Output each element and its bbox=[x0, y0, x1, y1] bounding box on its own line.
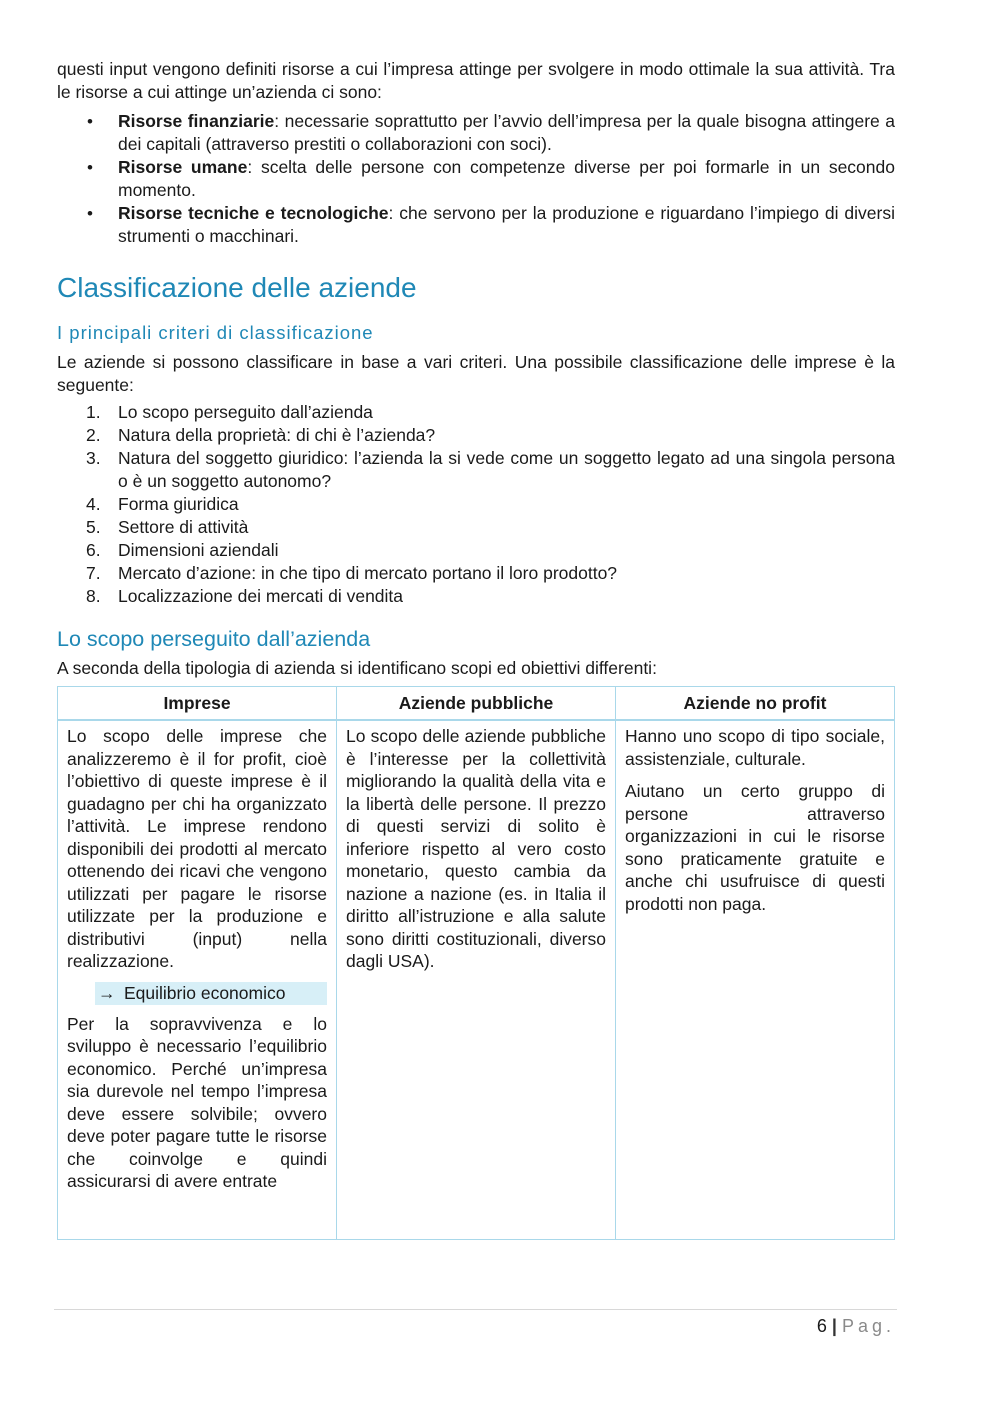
intro-paragraph: questi input vengono definiti risorse a cui l’impresa attinge per svolgere in modo ottimale la sua attività. Tra le risorse a cui attinge un’azienda ci sono: bbox=[57, 59, 895, 102]
list-number: 8. bbox=[86, 586, 101, 606]
page-footer bbox=[817, 1314, 895, 1338]
list-item bbox=[57, 516, 895, 539]
list-text: Localizzazione dei mercati di vendita bbox=[118, 586, 404, 606]
list-number: 7. bbox=[86, 563, 101, 583]
list-item bbox=[57, 539, 895, 562]
list-item bbox=[57, 562, 895, 585]
footer-separator: | bbox=[831, 1316, 837, 1336]
resource-desc: : scelta delle persone con competenze diverse per poi formarle in un secondo momento. bbox=[118, 157, 895, 200]
list-item bbox=[118, 202, 895, 248]
section-title: Classificazione delle aziende bbox=[57, 272, 417, 303]
page-label: Pag. bbox=[841, 1316, 895, 1336]
list-item bbox=[57, 447, 895, 493]
list-number: 4. bbox=[86, 494, 101, 514]
footer-divider bbox=[54, 1309, 897, 1310]
resource-term: Risorse tecniche e tecnologiche bbox=[118, 203, 389, 223]
resource-term: Risorse umane bbox=[118, 157, 248, 177]
list-item bbox=[57, 424, 895, 447]
cell-imprese bbox=[58, 720, 337, 1240]
list-text: Lo scopo perseguito dall’azienda bbox=[118, 402, 373, 422]
list-text: Mercato d’azione: in che tipo di mercato portano il loro prodotto? bbox=[118, 563, 618, 583]
resources-list bbox=[57, 110, 895, 248]
criteria-list bbox=[57, 401, 895, 608]
header-aziende-pubbliche: Aziende pubbliche bbox=[337, 687, 616, 721]
list-text: Dimensioni aziendali bbox=[118, 540, 279, 560]
noprofit-paragraph-2: Aiutano un certo gruppo di persone attraverso organizzazioni in cui le risorse sono praticamente gratuite e anche chi usufruisce di questi prodotti non paga. bbox=[625, 781, 885, 914]
header-imprese: Imprese bbox=[58, 687, 337, 721]
list-text: Natura della proprietà: di chi è l’azienda? bbox=[118, 425, 436, 445]
list-number: 3. bbox=[86, 448, 101, 468]
header-aziende-no-profit: Aziende no profit bbox=[616, 687, 895, 721]
imprese-paragraph-2: Per la sopravvivenza e lo sviluppo è necessario l’equilibrio economico. Perché un’impresa sia durevole nel tempo l’impresa deve essere solvibile; ovvero deve poter pagare tutte le risorse che coinvolge e quindi assicurarsi di avere entrate bbox=[67, 1013, 327, 1191]
list-item bbox=[57, 493, 895, 516]
list-number: 1. bbox=[86, 402, 101, 422]
arrow-right-icon: → bbox=[98, 982, 116, 1003]
pubbliche-paragraph: Lo scopo delle aziende pubbliche è l’interesse per la collettività migliorando la qualità della vita e la libertà delle persone. Il prezzo di questi servizi di solito è inferiore rispetto al vero costo monetario, questo cambia da nazione a nazione (es. in Italia il diritto all’istruzione e alla salute sono diritti costituzionali, diverso dagli USA). bbox=[346, 726, 606, 971]
list-number: 5. bbox=[86, 517, 101, 537]
list-text: Natura del soggetto giuridico: l’azienda la si vede come un soggetto legato ad una singola persona o è un soggetto autonomo? bbox=[118, 448, 895, 491]
document-page bbox=[57, 58, 895, 1240]
page-number: 6 bbox=[816, 1316, 827, 1336]
list-item bbox=[118, 110, 895, 156]
comparison-table bbox=[57, 686, 895, 1240]
list-number: 6. bbox=[86, 540, 101, 560]
resource-term: Risorse finanziarie bbox=[118, 111, 275, 131]
table-header-row bbox=[58, 687, 895, 721]
cell-aziende-pubbliche bbox=[337, 720, 616, 1240]
list-number: 2. bbox=[86, 425, 101, 445]
list-item bbox=[118, 156, 895, 202]
highlight-text: Equilibrio economico bbox=[124, 982, 286, 1003]
list-text: Settore di attività bbox=[118, 517, 249, 537]
scope-heading: Lo scopo perseguito dall’azienda bbox=[57, 627, 371, 651]
cell-aziende-no-profit bbox=[616, 720, 895, 1240]
table-row bbox=[58, 720, 895, 1240]
noprofit-paragraph: Hanno uno scopo di tipo sociale, assistenziale, culturale. bbox=[625, 726, 885, 769]
imprese-paragraph: Lo scopo delle imprese che analizzeremo è il for profit, cioè l’obiettivo di queste imprese è il guadagno per chi ha organizzato l’attività. Le imprese rendono disponibili dei prodotti al mercato ottenendo dei ricavi che vengono utilizzati per pagare le risorse utilizzate per la produzione e distributivi (input) nella realizzazione. bbox=[67, 726, 327, 971]
resource-desc: : necessarie soprattutto per l’avvio dell’impresa per la quale bisogna attingere a dei capitali (attraverso prestiti o collaborazioni con soci). bbox=[118, 111, 895, 154]
section-subtitle: I principali criteri di classificazione bbox=[57, 322, 374, 343]
list-text: Forma giuridica bbox=[118, 494, 239, 514]
list-item bbox=[57, 401, 895, 424]
scope-paragraph: A seconda della tipologia di azienda si identificano scopi ed obiettivi differenti: bbox=[57, 658, 657, 678]
resource-desc: : che servono per la produzione e riguardano l’impiego di diversi strumenti o macchinari. bbox=[118, 203, 895, 246]
highlight-box bbox=[67, 982, 327, 1005]
section-paragraph: Le aziende si possono classificare in base a vari criteri. Una possibile classificazione delle imprese è la seguente: bbox=[57, 352, 895, 395]
list-item bbox=[57, 585, 895, 608]
